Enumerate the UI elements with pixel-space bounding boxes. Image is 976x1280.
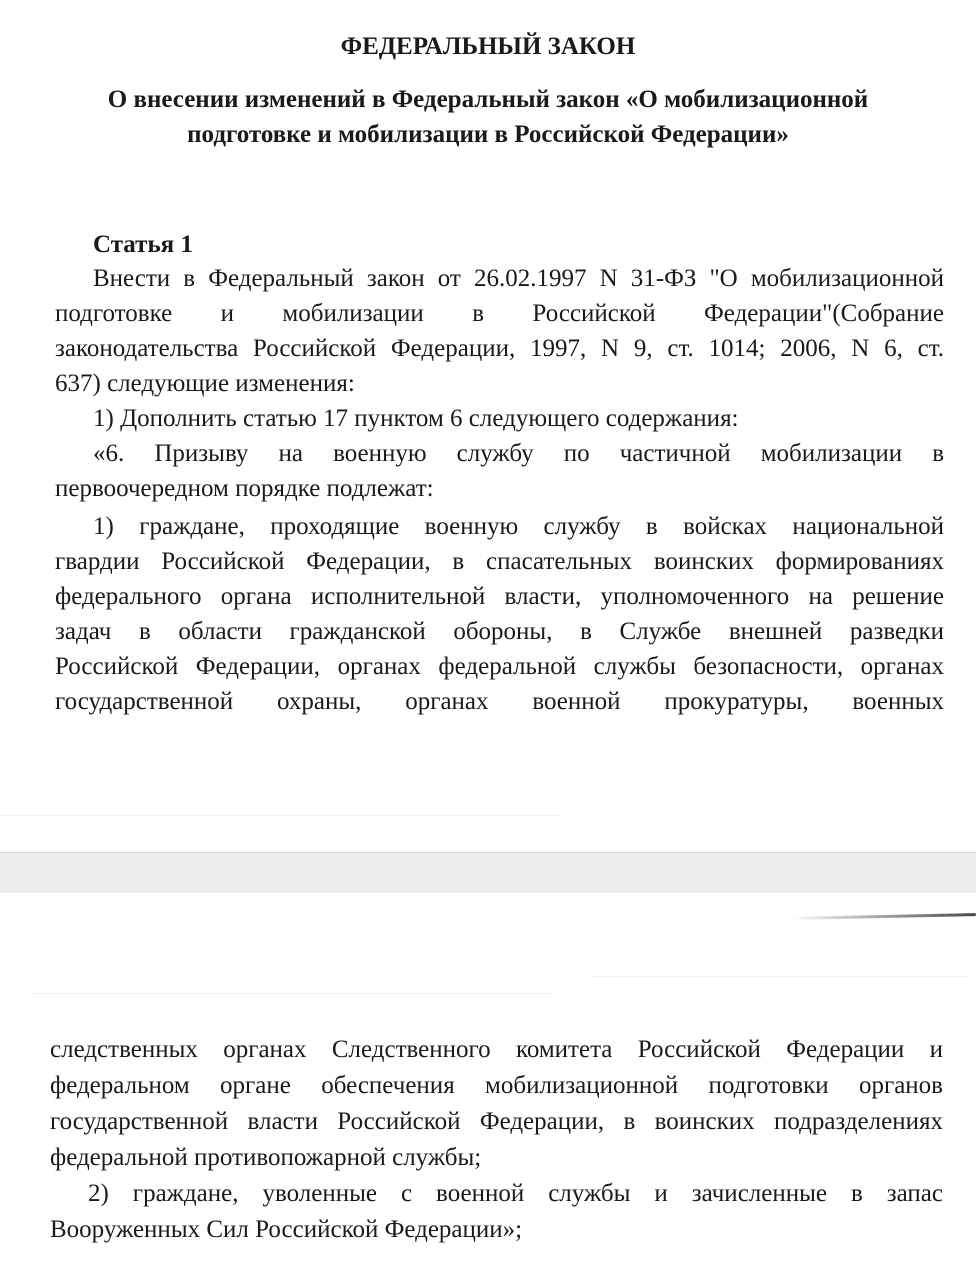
paragraph-line: первоочередном порядке подлежат: [55,475,434,502]
paragraph-line: законодательства Российской Федерации, 1997, N 9, ст. 1014; 2006, N 6, ст. [55,335,944,362]
paragraph-line: Внести в Федеральный закон от 26.02.1997 N 31-ФЗ "О мобилизационной [93,265,944,292]
paragraph-line: Вооруженных Сил Российской Федерации»; [50,1216,523,1243]
paragraph-line: федеральной противопожарной службы; [50,1144,482,1171]
scan-streak [790,913,976,920]
document-title: ФЕДЕРАЛЬНЫЙ ЗАКОН [340,33,636,60]
article-heading: Статья 1 [93,231,193,258]
paragraph-line: подготовке и мобилизации в Российской Федерации"(Собрание [55,300,944,327]
document-subtitle-line-2: подготовке и мобилизации в Российской Федерации» [187,121,789,148]
list-item-line: 2) граждане, уволенные с военной службы и зачисленные в запас [88,1180,943,1207]
paragraph-line: федеральном органе обеспечения мобилизационной подготовки органов [50,1072,943,1099]
scan-bleed [590,976,970,977]
paragraph-line: гвардии Российской Федерации, в спасательных воинских формированиях [55,548,944,575]
paragraph-line: «6. Призыву на военную службу по частичной мобилизации в [93,440,944,467]
scan-bleed [0,815,560,816]
paragraph-line: задач в области гражданской обороны, в Службе внешней разведки [55,618,944,645]
list-item-line: 1) граждане, проходящие военную службу в войсках национальной [93,513,944,540]
scan-bleed [30,993,550,994]
paragraph-line: государственной власти Российской Федерации, в воинских подразделениях [50,1108,943,1135]
list-item-line: 1) Дополнить статью 17 пунктом 6 следующего содержания: [93,405,739,432]
page-separator [0,852,976,894]
document-page-2 [0,893,976,1280]
paragraph-line: следственных органах Следственного комитета Российской Федерации и [50,1036,943,1063]
paragraph-line: 637) следующие изменения: [55,370,355,397]
paragraph-line: федерального органа исполнительной власти, уполномоченного на решение [55,583,944,610]
paragraph-line: Российской Федерации, органах федеральной службы безопасности, органах [55,653,944,680]
paragraph-line: государственной охраны, органах военной прокуратуры, военных [55,688,944,715]
document-subtitle-line-1: О внесении изменений в Федеральный закон «О мобилизационной [107,86,869,113]
